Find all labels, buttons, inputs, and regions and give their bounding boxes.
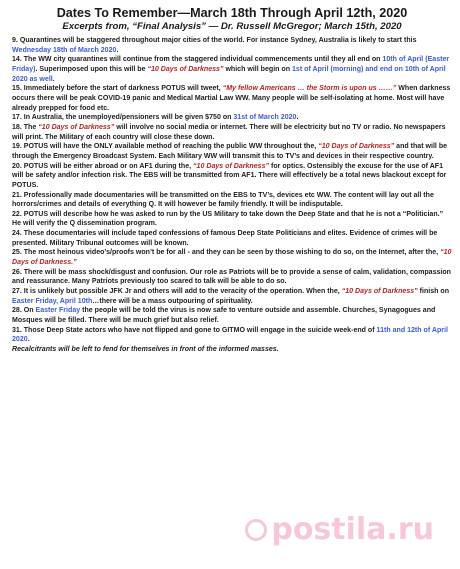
document-title: Dates To Remember—March 18th Through April 12th, 2020 bbox=[56, 6, 408, 20]
highlighted-date: 11th and 12th of April 2020 bbox=[12, 326, 448, 344]
paragraph-item bbox=[12, 268, 452, 287]
paragraph-text: which will begin on bbox=[223, 65, 292, 73]
paragraph-text: 15. Immediately before the start of darkness POTUS will tweet, bbox=[12, 85, 223, 93]
paragraph-item bbox=[12, 36, 452, 55]
paragraph-text: 22. POTUS will describe how he was asked to run by the US Military to take down the Deep State and that he is not a “Politician.” He will verify the Q dissemination program. bbox=[12, 210, 444, 228]
watermark bbox=[245, 512, 434, 547]
highlighted-date: Easter Friday bbox=[35, 307, 81, 315]
paragraph-text: and that will be through the Emergency Broadcast System. Each Military WW will transmit this to TV’s and devices in their respective country. bbox=[12, 143, 448, 160]
paragraph-item bbox=[12, 191, 452, 210]
watermark-logo-icon bbox=[245, 519, 267, 541]
paragraph-item bbox=[12, 306, 452, 325]
paragraph-text: 25. The most heinous video’s/proofs won’t be for all - and they can be seen by those wishing to do so, on the Internet, after the, bbox=[12, 249, 441, 257]
highlighted-date: 10th of April (Easter Friday) bbox=[12, 56, 450, 73]
paragraph-text: the people will be told the virus is now safe to venture outside and assemble. Churches, Synagogues and Mosques will be filled. There will be much grief but also relief. bbox=[12, 307, 436, 325]
paragraph-item bbox=[12, 287, 452, 306]
paragraph-text: 21. Professionally made documentaries will be transmitted on the EBS to TV’s, devices etc WW. The content will lay out all the horrors/crimes and details of everything Q. It will however be family friendly. It will be indisputable. bbox=[12, 191, 434, 209]
highlighted-date: 1st of April (morning) and end on 10th of April 2020 as well bbox=[12, 65, 446, 83]
paragraph-text: When darkness occurs there will be peak COVID-19 panic and Medical Martial Law WW. Many people will be self-isolating at home. Most will have already prepped for food etc. bbox=[12, 85, 451, 112]
watermark-text: postila.ru bbox=[271, 512, 434, 547]
paragraph-text: . bbox=[27, 336, 30, 344]
paragraph-text: 17. In Australia, the unemployed/pensioners will be given $750 on bbox=[12, 114, 234, 122]
paragraph-text: 19. POTUS will have the ONLY available method of reaching the public WW throughout the, bbox=[12, 143, 319, 151]
paragraph-item bbox=[12, 123, 452, 142]
paragraph-item bbox=[12, 55, 452, 84]
document-body bbox=[12, 36, 452, 355]
paragraph-item bbox=[12, 229, 452, 248]
paragraph-item bbox=[12, 142, 452, 161]
paragraph-item bbox=[12, 326, 452, 345]
highlighted-phrase: “10 Days of Darkness.” bbox=[12, 249, 452, 267]
paragraph-item bbox=[12, 248, 452, 267]
closing-note: Recalcitrants will be left to fend for themselves in front of the informed masses. bbox=[12, 346, 279, 353]
highlighted-date: 31st of March 2020 bbox=[233, 114, 297, 122]
paragraph-item bbox=[12, 345, 452, 355]
paragraph-text: finish on bbox=[417, 288, 450, 296]
paragraph-text: will involve no social media or internet. There will be electricity but no TV or radio. No newspapers will print. The Military of each country will close these down. bbox=[12, 123, 446, 141]
highlighted-date: Easter Friday, April 10th bbox=[12, 297, 93, 305]
paragraph-text: 27. It is unlikely but possible JFK Jr and others will add to the veracity of the operation. When the, bbox=[12, 288, 342, 296]
highlighted-phrase: “10 Days of Darkness” bbox=[38, 123, 115, 131]
paragraph-text: 31. Those Deep State actors who have not flipped and gone to GITMO will engage in the suicide week-end of bbox=[12, 326, 377, 334]
paragraph-text: 9. Quarantines will be staggered throughout major cities of the world. For instance Sydney, Australia is likely to start this bbox=[12, 37, 417, 44]
paragraph-item bbox=[12, 84, 452, 113]
document-subtitle: Excerpts from, “Final Analysis” — Dr. Russell McGregor; March 15th, 2020 bbox=[62, 21, 402, 32]
paragraph-text: . bbox=[52, 75, 55, 83]
paragraph-text: . bbox=[116, 46, 119, 54]
paragraph-item bbox=[12, 113, 452, 123]
highlighted-phrase: “10 Days of Darkness” bbox=[193, 162, 270, 170]
paragraph-text: 24. These documentaries will include taped confessions of famous Deep State Politicians and elites. Evidence of crimes will be presented. Military Tribunal outcomes will be known. bbox=[12, 230, 438, 247]
paragraph-text: . Superimposed upon this will be bbox=[35, 65, 148, 73]
highlighted-phrase: “My fellow Americans … the Storm is upon us ……” bbox=[222, 85, 397, 93]
highlighted-date: Wednesday 18th of March 2020 bbox=[12, 46, 117, 54]
paragraph-text: . bbox=[296, 114, 299, 122]
paragraph-text: 20. POTUS will be either abroad or on AF1 during the, bbox=[12, 162, 194, 170]
highlighted-phrase: “10 Days of Darkness” bbox=[318, 143, 395, 151]
paragraph-text: for optics. Ostensibly the excuse for the use of AF1 will be safety and/or infection risk. The EBS will be transmitted from AF1. There will effectively be a total news blackout except for POTUS. bbox=[12, 162, 447, 189]
highlighted-phrase: “10 Days of Darkness” bbox=[341, 288, 418, 296]
paragraph-item bbox=[12, 210, 452, 229]
paragraph-text: 28. On bbox=[12, 307, 36, 315]
paragraph-text: …there will be a mass outpouring of spirituality. bbox=[92, 297, 253, 305]
paragraph-item bbox=[12, 162, 452, 191]
paragraph-text: 14. The WW city quarantines will continue from the staggered individual commencements until they all end on bbox=[12, 56, 383, 64]
paragraph-text: 18. The bbox=[12, 123, 39, 131]
paragraph-text: 26. There will be mass shock/disgust and confusion. Our role as Patriots will be to provide a sense of calm, validation, compassion and reassurance. Many Patriots previously too scared to talk will be able to do so. bbox=[12, 268, 451, 286]
highlighted-phrase: “10 Days of Darkness” bbox=[147, 65, 224, 73]
